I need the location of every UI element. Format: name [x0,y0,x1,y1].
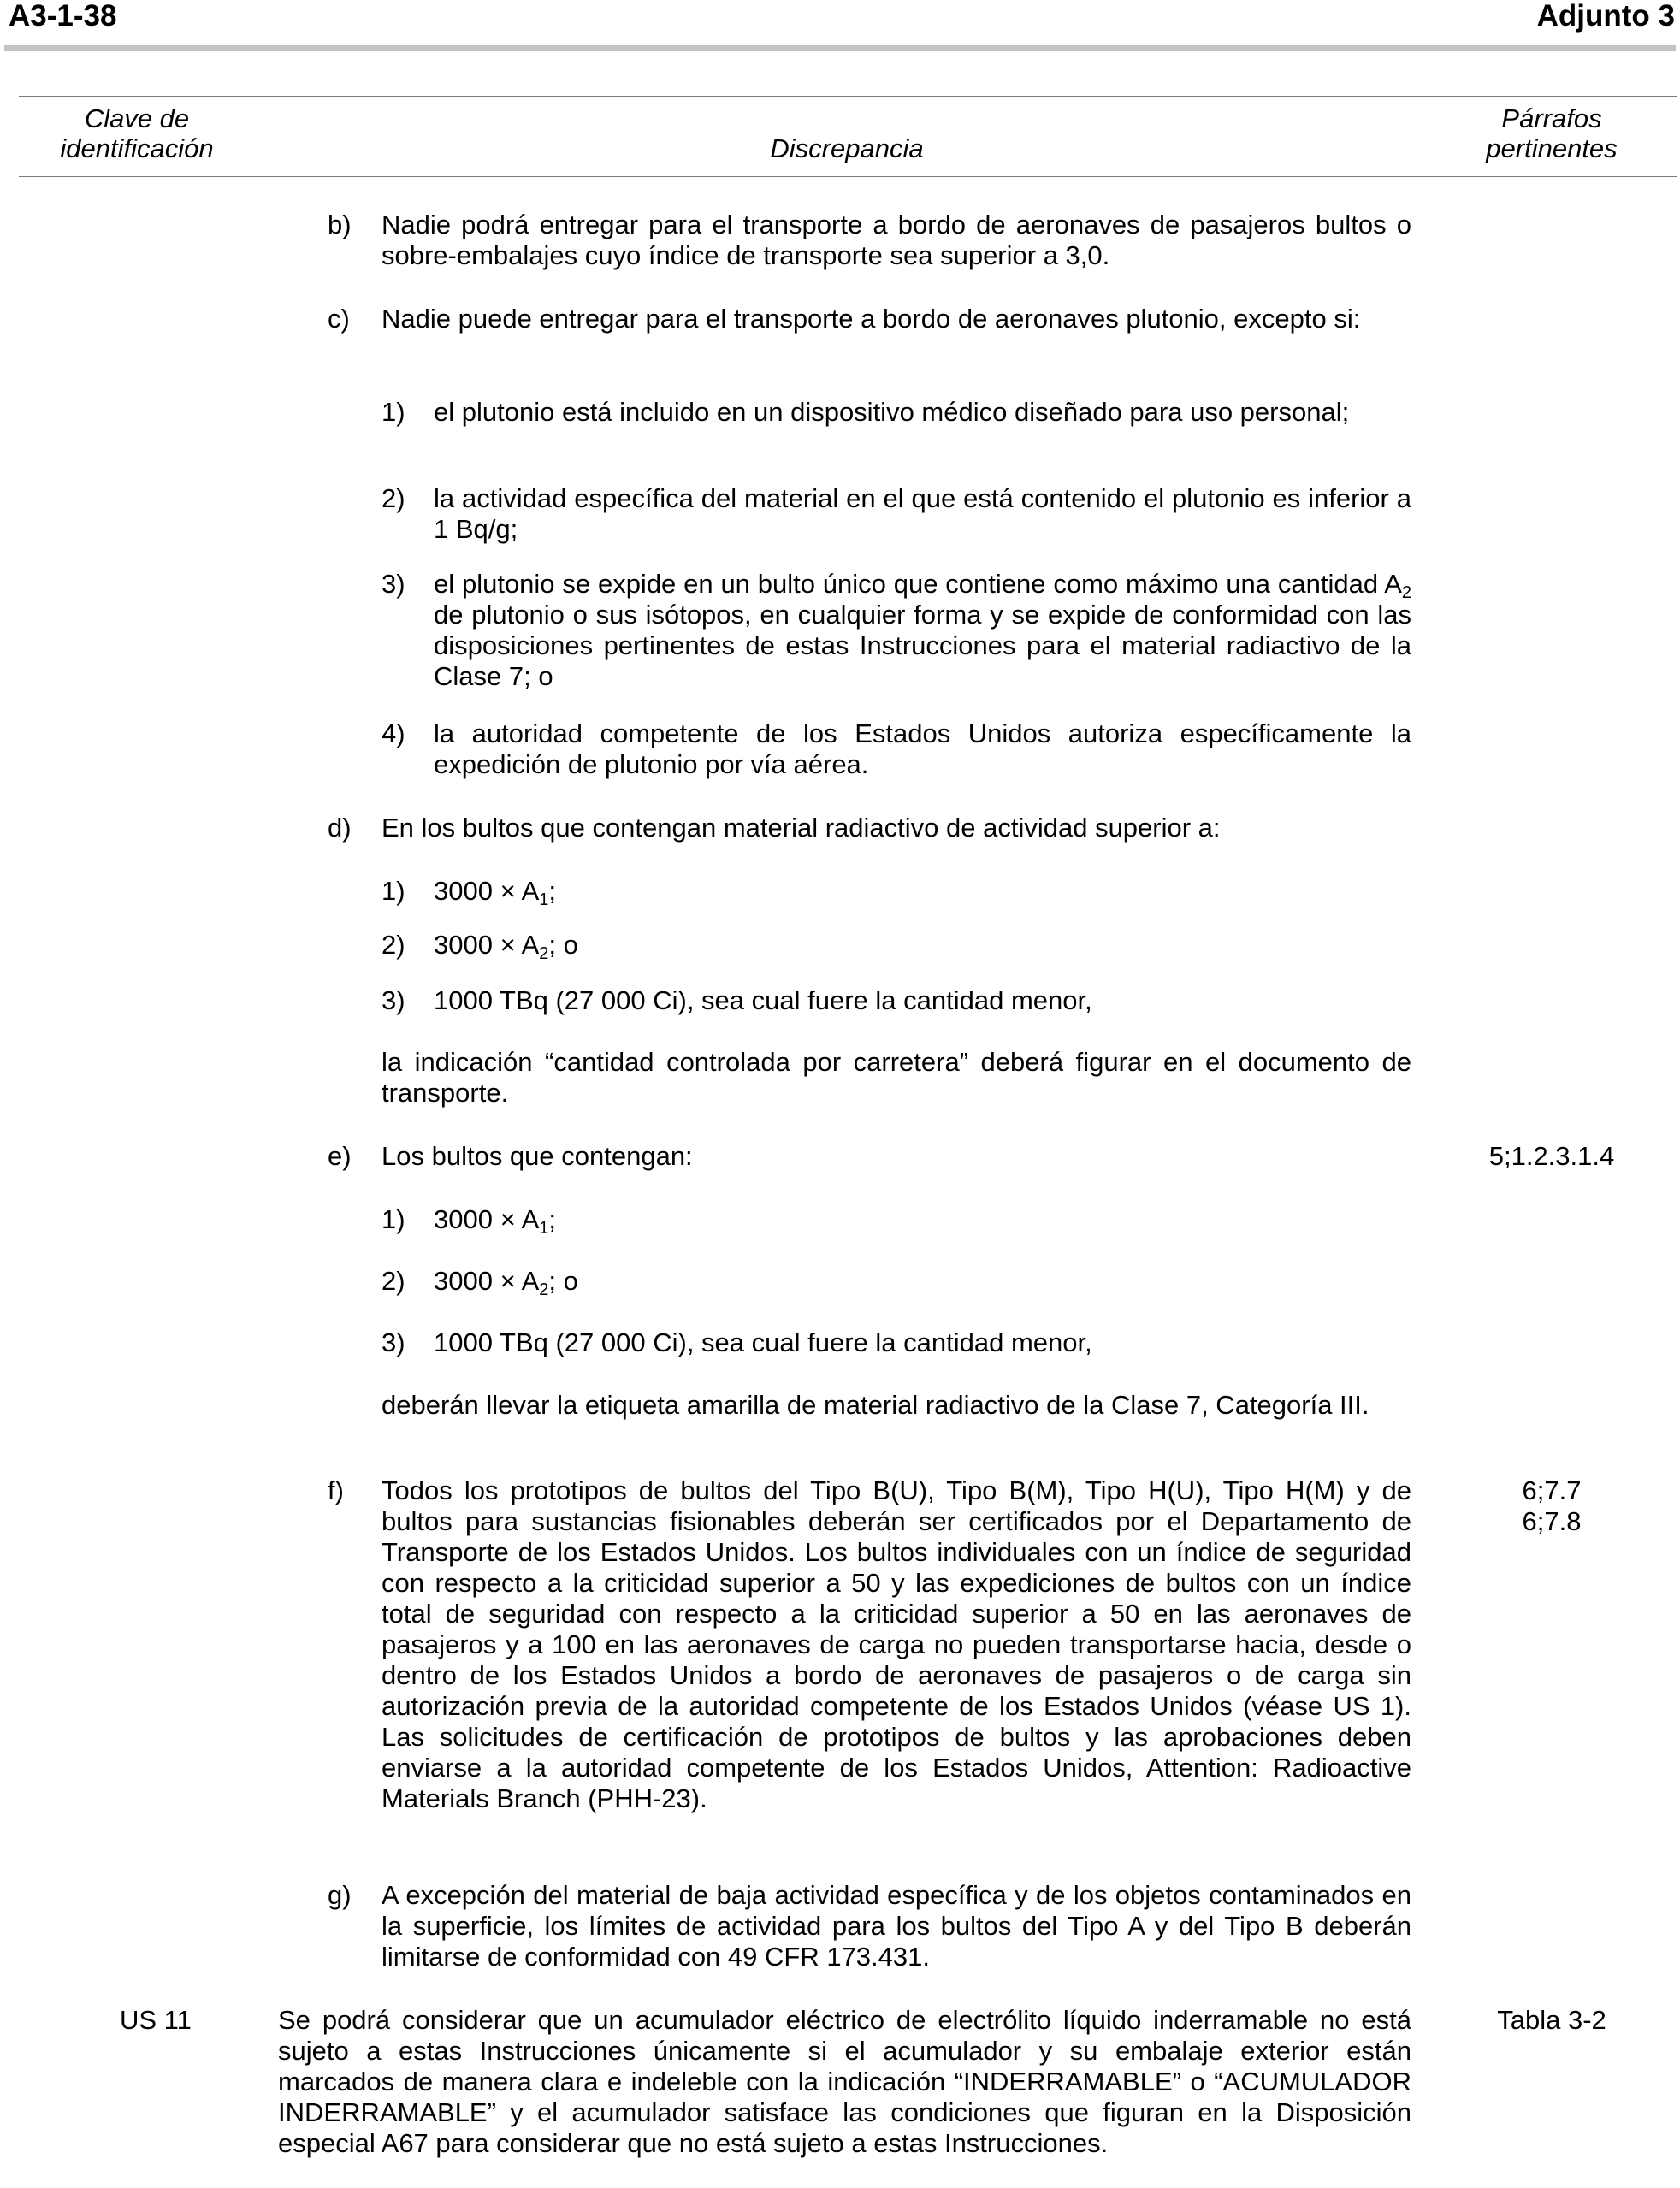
item-d-2-label: 2) [382,930,405,960]
item-e-1-a: 3000 × A [434,1204,540,1234]
item-c-3-text [434,569,1411,692]
item-e-1-b: ; [548,1204,557,1234]
item-c-3-label: 3) [382,569,405,599]
column-header-paragraphs-line2: pertinentes [1486,133,1618,163]
item-d-2-text [434,930,1411,961]
item-g-label: g) [328,1880,352,1910]
item-c-4-label: 4) [382,718,405,748]
item-c-text: Nadie puede entregar para el transporte a bordo de aeronaves plutonio, excepto si: [382,304,1361,334]
item-d-2-subscript: 2 [539,944,549,963]
us11-reference: Tabla 3-2 [1497,2005,1606,2035]
item-e-2-b: ; o [548,1266,578,1296]
column-header-key-line1: Clave de [84,103,190,133]
item-e-1-text [434,1204,1411,1238]
item-e-label: e) [328,1141,352,1171]
page-number: A3-1-38 [9,0,117,33]
item-d-label: d) [328,813,352,843]
item-d-after: la indicación “cantidad controlada por carretera” deberá figurar en el documento de transporte. [382,1047,1411,1108]
item-e-1-subscript: 1 [539,1219,549,1238]
item-e-2-label: 2) [382,1266,405,1296]
column-header-key-line2: identificación [60,133,214,163]
item-e-text: Los bultos que contengan: [382,1141,693,1171]
item-e-after: deberán llevar la etiqueta amarilla de material radiactivo de la Clase 7, Categoría III. [382,1390,1369,1420]
item-c-3-text-b: de plutonio o sus isótopos, en cualquier forma y se expide de conformidad con las disposiciones pertinentes de estas Instrucciones para el material radiactivo de la Clase 7; o [434,600,1411,691]
item-e-1-label: 1) [382,1204,405,1234]
item-c-2-label: 2) [382,483,405,513]
item-c-1-label: 1) [382,397,405,427]
item-c-1-text: el plutonio está incluido en un dispositivo médico diseñado para uso personal; [434,397,1350,427]
item-d-3-text: 1000 TBq (27 000 Ci), sea cual fuere la cantidad menor, [434,985,1092,1015]
item-d-text: En los bultos que contengan material radiactivo de actividad superior a: [382,813,1221,843]
item-e-reference: 5;1.2.3.1.4 [1488,1141,1615,1171]
table-header-top-rule [19,96,1677,97]
column-header-paragraphs-line1: Párrafos [1501,103,1602,133]
item-e-2-text [434,1266,1411,1297]
item-c-3-subscript: 2 [1401,583,1411,602]
column-header-key [34,103,240,163]
column-header-discrepancy: Discrepancia [770,133,924,163]
item-g-text: A excepción del material de baja actividad específica y de los objetos contaminados en la superficie, los límites de actividad para los bultos del Tipo A y del Tipo B deberán limitarse de conformidad con 49 CFR 173.431. [382,1880,1411,1972]
item-c-2-text: la actividad específica del material en el que está contenido el plutonio es inferior a 1 Bq/g; [434,483,1411,544]
item-f-reference-2: 6;7.8 [1522,1506,1582,1536]
item-e-3-text: 1000 TBq (27 000 Ci), sea cual fuere la cantidad menor, [434,1328,1092,1357]
item-c-label: c) [328,304,350,334]
item-d-2-b: ; o [548,930,578,960]
table-header-bottom-rule [19,176,1677,177]
item-f-text: Todos los prototipos de bultos del Tipo B(U), Tipo B(M), Tipo H(U), Tipo H(M) y de bultos para sustancias fisionables deberán ser certificados por el Departamento de Transporte de los Estados Unidos. Los bultos individuales con un índice de seguridad con respecto a la criticidad superior a 50 y las expediciones de bultos con un índice total de seguridad con respecto a la criticidad superior a 50 en las aeronaves de pasajeros y a 100 en las aeronaves de carga no pueden transportarse hacia, desde o dentro de los Estados Unidos a bordo de aeronaves de pasajeros o de carga sin autorización previa de la autoridad competente de los Estados Unidos (véase US 1). Las solicitudes de certificación de prototipos de bultos y las aprobaciones deben enviarse a la autoridad competente de los Estados Unidos, Attention: Radioactive Materials Branch (PHH-23). [382,1475,1411,1813]
item-b-text: Nadie podrá entregar para el transporte a bordo de aeronaves de pasajeros bultos o sobre-embalajes cuyo índice de transporte sea superior a 3,0. [382,210,1411,270]
item-d-1-b: ; [548,876,557,906]
attachment-label: Adjunto 3 [1536,0,1675,33]
us11-key: US 11 [120,2005,192,2035]
column-header-paragraphs [1466,103,1637,163]
header-rule [4,45,1676,51]
item-d-3-label: 3) [382,985,405,1015]
item-d-1-a: 3000 × A [434,876,540,906]
item-d-1-subscript: 1 [539,890,549,909]
item-f-reference-1: 6;7.7 [1522,1475,1582,1505]
item-b-label: b) [328,210,352,239]
item-e-2-a: 3000 × A [434,1266,540,1296]
item-d-1-label: 1) [382,876,405,906]
item-d-2-a: 3000 × A [434,930,540,960]
item-d-1-text [434,876,1411,907]
item-c-4-text: la autoridad competente de los Estados Unidos autoriza específicamente la expedición de plutonio por vía aérea. [434,718,1411,779]
us11-text: Se podrá considerar que un acumulador eléctrico de electrólito líquido inderramable no está sujeto a estas Instrucciones únicamente si el acumulador y su embalaje exterior están marcados de manera clara e indeleble con la indicación “INDERRAMABLE” o “ACUMULADOR INDERRAMABLE” y el acumulador satisface las condiciones que figuran en la Disposición especial A67 para considerar que no está sujeto a estas Instrucciones. [278,2005,1411,2158]
item-c-3-text-a: el plutonio se expide en un bulto único que contiene como máximo una cantidad A [434,569,1402,599]
item-e-3-label: 3) [382,1328,405,1357]
item-f-label: f) [328,1475,344,1505]
item-e-2-subscript: 2 [539,1280,549,1299]
